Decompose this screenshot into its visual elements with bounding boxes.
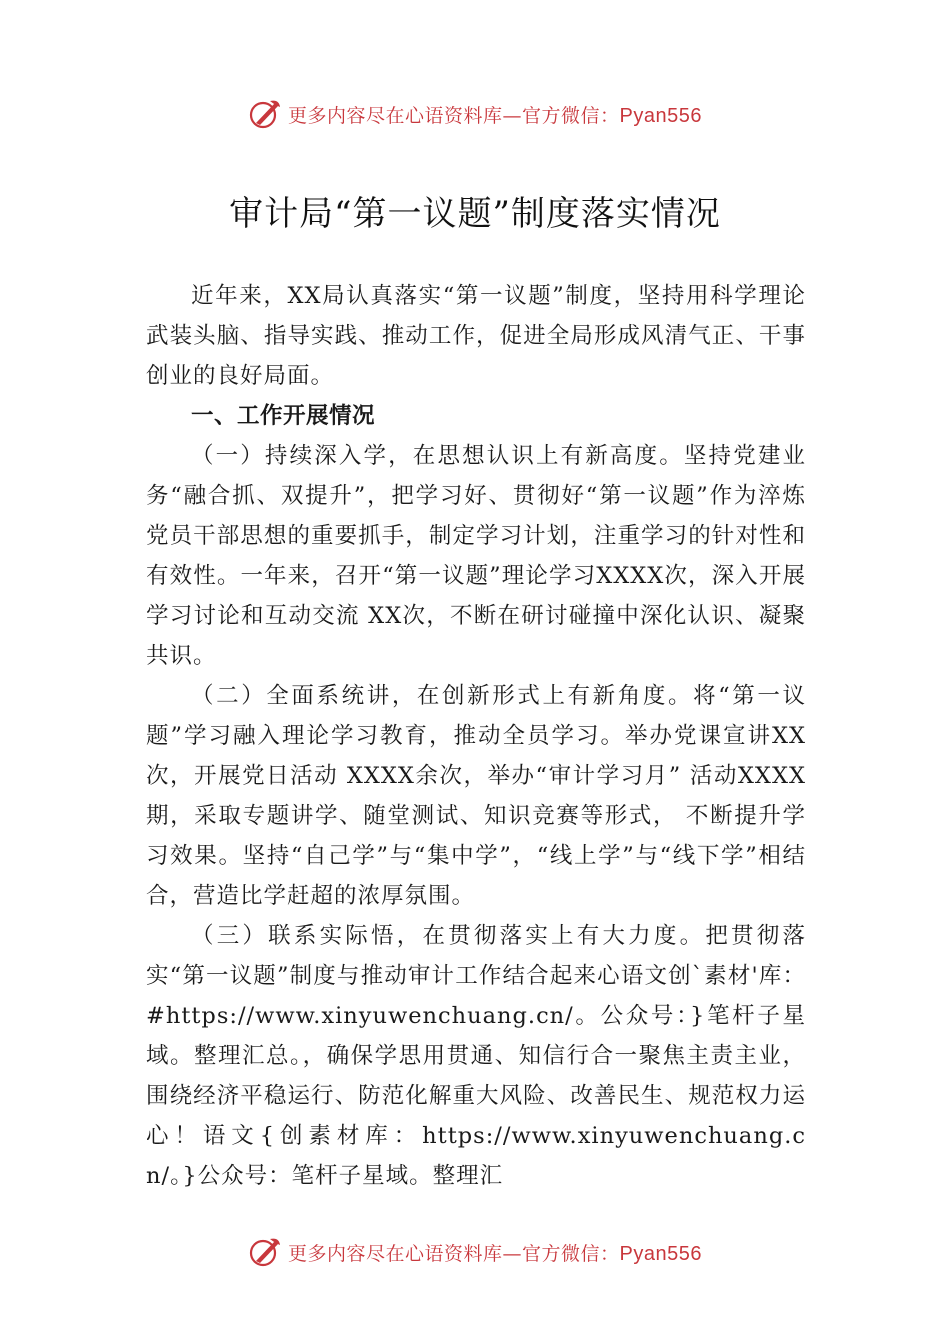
paragraph-1: （一）持续深入学，在思想认识上有新高度。坚持党建业务“融合抓、双提升”，把学习好、贯彻好“第一议题”作为淬炼党员干部思想的重要抓手，制定学习计划，注重学习的针对性和有效性。一年来，召开“第一议题”理论学习XXXX次，深入开展学习讨论和互动交流 XX次，不断在研讨碰撞中深化认识、凝聚共识。 <box>146 443 806 669</box>
document-body <box>146 276 806 1196</box>
header-banner <box>0 94 950 134</box>
banner-text: 更多内容尽在心语资料库—官方微信：Pyan556 <box>288 104 702 127</box>
intro-paragraph: 近年来，XX局认真落实“第一议题”制度，坚持用科学理论武装头脑、指导实践、推动工作，促进全局形成风清气正、干事创业的良好局面。 <box>146 283 806 389</box>
wechat-handle: Pyan556 <box>619 104 702 127</box>
banner-text: 更多内容尽在心语资料库—官方微信：Pyan556 <box>288 1242 702 1265</box>
paragraph-2: （二）全面系统讲，在创新形式上有新角度。将“第一议题”学习融入理论学习教育，推动全员学习。举办党课宣讲XX次，开展党日活动 XXXX余次，举办“审计学习月” 活动XXXX期，采取专题讲学、随堂测试、知识竞赛等形式， 不断提升学习效果。坚持“自己学”与“集中学”，“线上学”与“线下学”相结合，营造比学赶超的浓厚氛围。 <box>146 683 806 909</box>
document-title: 审计局“第一议题”制度落实情况 <box>229 194 721 234</box>
wechat-handle: Pyan556 <box>619 1242 702 1265</box>
quill-pen-logo-icon <box>248 97 282 131</box>
quill-pen-logo-icon <box>248 1235 282 1269</box>
footer-banner <box>0 1232 950 1272</box>
paragraph-3: （三）联系实际悟，在贯彻落实上有大力度。把贯彻落实“第一议题”制度与推动审计工作结合起来心语文创`素材'库：#https://www.xinyuwenchuang.cn/。公众号：}笔杆子星域。整理汇总。，确保学思用贯通、知信行合一聚焦主责主业，围绕经济平稳运行、防范化解重大风险、改善民生、规范权力运心！语文{创素材库：https://www.xinyuwenchuang.cn/。}公众号：笔杆子星域。整理汇 <box>146 923 806 1189</box>
section-heading: 一、工作开展情况 <box>191 403 376 429</box>
